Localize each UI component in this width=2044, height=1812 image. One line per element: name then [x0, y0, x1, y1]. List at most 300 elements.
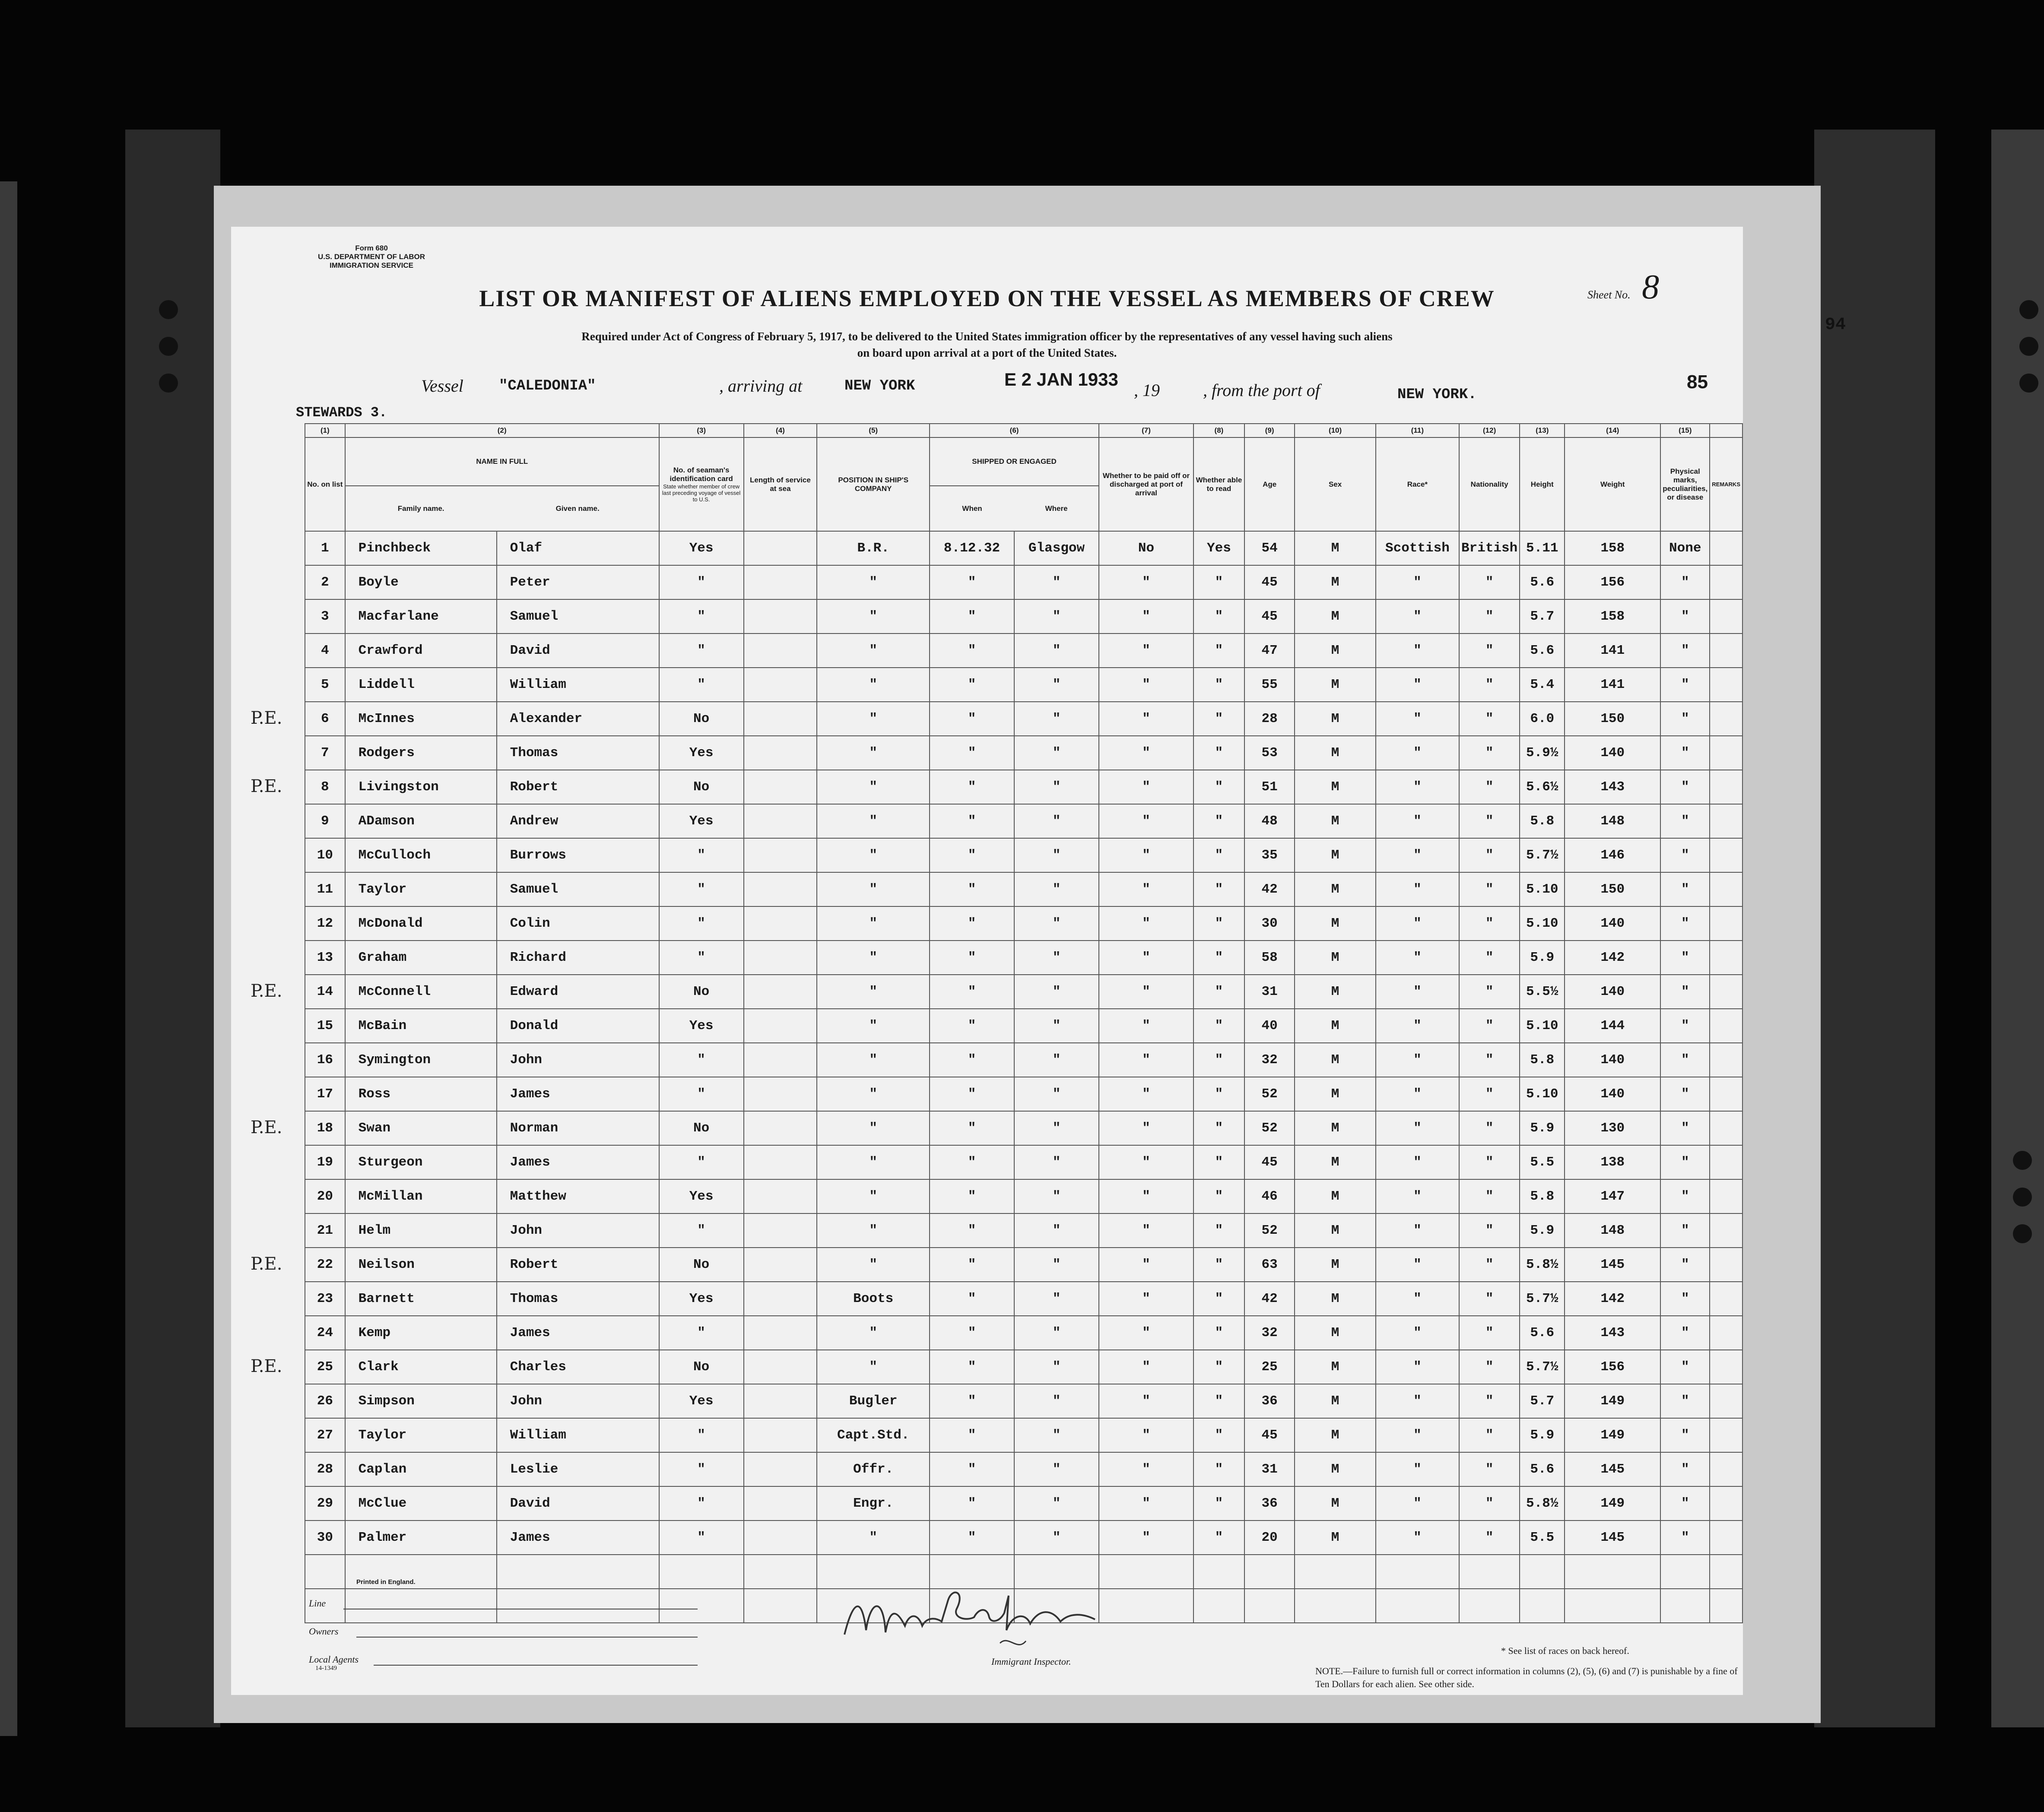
id-card-cell: "	[659, 1213, 744, 1248]
weight-cell: 145	[1565, 1521, 1660, 1555]
blank-cell	[1295, 1589, 1375, 1623]
paid-off-cell: "	[1099, 702, 1193, 736]
table-row	[305, 1043, 1742, 1077]
family-name-cell: McInnes	[345, 702, 497, 736]
blank-cell	[1244, 1589, 1295, 1623]
manifest-sheet	[231, 227, 1743, 1695]
race-cell: "	[1376, 838, 1459, 872]
family-name-cell: Helm	[345, 1213, 497, 1248]
weight-cell: 140	[1565, 736, 1660, 770]
age-cell: 45	[1244, 1145, 1295, 1179]
physical-cell: "	[1660, 975, 1710, 1009]
where-cell: "	[1014, 770, 1099, 804]
sex-cell: M	[1295, 1521, 1375, 1555]
nationality-cell: "	[1459, 941, 1520, 975]
race-cell: "	[1376, 1248, 1459, 1282]
punch-hole	[159, 337, 178, 356]
sex-cell: M	[1295, 702, 1375, 736]
family-name-cell: Livingston	[345, 770, 497, 804]
age-cell: 32	[1244, 1043, 1295, 1077]
sex-cell: M	[1295, 1350, 1375, 1384]
age-cell: 32	[1244, 1316, 1295, 1350]
table-row	[305, 1316, 1742, 1350]
remarks-cell	[1710, 1316, 1742, 1350]
col-num: (12)	[1459, 424, 1520, 437]
row-number: 29	[305, 1486, 345, 1521]
header-physical: Physical marks, peculiarities, or disease	[1660, 437, 1710, 531]
where-cell: "	[1014, 838, 1099, 872]
table-row	[305, 531, 1742, 565]
position-cell: "	[817, 1077, 930, 1111]
paid-off-cell: "	[1099, 1384, 1193, 1418]
age-cell: 54	[1244, 531, 1295, 565]
family-name-cell: Neilson	[345, 1248, 497, 1282]
paid-off-cell: "	[1099, 838, 1193, 872]
race-cell: "	[1376, 1452, 1459, 1486]
position-cell: "	[817, 565, 930, 599]
weight-cell: 158	[1565, 599, 1660, 634]
age-cell: 35	[1244, 838, 1295, 872]
when-cell: "	[930, 1043, 1014, 1077]
race-cell: "	[1376, 1179, 1459, 1213]
read-cell: "	[1193, 1521, 1244, 1555]
id-card-cell: "	[659, 872, 744, 906]
table-row	[305, 736, 1742, 770]
family-name-cell: ADamson	[345, 804, 497, 838]
length-service-cell	[744, 1282, 817, 1316]
length-service-cell	[744, 668, 817, 702]
physical-cell: "	[1660, 634, 1710, 668]
nationality-cell: "	[1459, 702, 1520, 736]
blank-cell	[1193, 1555, 1244, 1589]
read-cell: "	[1193, 1282, 1244, 1316]
position-cell: "	[817, 1145, 930, 1179]
paid-off-cell: "	[1099, 668, 1193, 702]
blank-cell	[1244, 1555, 1295, 1589]
physical-cell: "	[1660, 1452, 1710, 1486]
header-weight: Weight	[1565, 437, 1660, 531]
length-service-cell	[744, 1043, 817, 1077]
race-cell: "	[1376, 1009, 1459, 1043]
when-cell: "	[930, 565, 1014, 599]
where-cell: "	[1014, 565, 1099, 599]
arriving-port: NEW YORK	[844, 378, 915, 394]
where-cell: "	[1014, 1384, 1099, 1418]
age-cell: 40	[1244, 1009, 1295, 1043]
physical-cell: "	[1660, 599, 1710, 634]
read-cell: "	[1193, 668, 1244, 702]
where-cell: "	[1014, 668, 1099, 702]
read-cell: "	[1193, 736, 1244, 770]
physical-cell: "	[1660, 702, 1710, 736]
given-name-cell: Peter	[497, 565, 659, 599]
remarks-cell	[1710, 906, 1742, 941]
when-cell: 8.12.32	[930, 531, 1014, 565]
blank-cell	[1295, 1555, 1375, 1589]
sex-cell: M	[1295, 599, 1375, 634]
vessel-label: Vessel	[421, 376, 463, 396]
height-cell: 5.4	[1520, 668, 1565, 702]
row-number: 13	[305, 941, 345, 975]
col-num: (9)	[1244, 424, 1295, 437]
row-number: 15	[305, 1009, 345, 1043]
age-cell: 46	[1244, 1179, 1295, 1213]
height-cell: 5.10	[1520, 1009, 1565, 1043]
height-cell: 5.7	[1520, 599, 1565, 634]
height-cell: 5.5	[1520, 1521, 1565, 1555]
nationality-cell: "	[1459, 1213, 1520, 1248]
nationality-cell: "	[1459, 565, 1520, 599]
given-name-cell: James	[497, 1521, 659, 1555]
where-cell: "	[1014, 1145, 1099, 1179]
id-card-cell: Yes	[659, 804, 744, 838]
position-cell: "	[817, 1111, 930, 1145]
sex-cell: M	[1295, 1452, 1375, 1486]
header-where: Where	[1045, 504, 1068, 513]
given-name-cell: Donald	[497, 1009, 659, 1043]
col-num: (14)	[1565, 424, 1660, 437]
given-name-cell: Andrew	[497, 804, 659, 838]
blank-cell	[1710, 1555, 1742, 1589]
when-cell: "	[930, 1248, 1014, 1282]
id-card-cell: No	[659, 1248, 744, 1282]
crew-table-wrap	[305, 423, 1743, 1623]
sex-cell: M	[1295, 838, 1375, 872]
height-cell: 5.6	[1520, 565, 1565, 599]
nationality-cell: "	[1459, 1043, 1520, 1077]
family-name-cell: Sturgeon	[345, 1145, 497, 1179]
nationality-cell: "	[1459, 1384, 1520, 1418]
paid-off-cell: "	[1099, 804, 1193, 838]
weight-cell: 142	[1565, 941, 1660, 975]
given-name-cell: Edward	[497, 975, 659, 1009]
punch-hole	[2019, 337, 2038, 356]
table-row	[305, 668, 1742, 702]
given-name-cell: Alexander	[497, 702, 659, 736]
weight-cell: 149	[1565, 1384, 1660, 1418]
remarks-cell	[1710, 565, 1742, 599]
age-cell: 51	[1244, 770, 1295, 804]
row-number: 16	[305, 1043, 345, 1077]
header-id-card	[659, 437, 744, 531]
height-cell: 5.10	[1520, 906, 1565, 941]
form-header	[296, 244, 447, 270]
family-name-cell: McBain	[345, 1009, 497, 1043]
race-cell: "	[1376, 1418, 1459, 1452]
physical-cell: "	[1660, 1179, 1710, 1213]
sex-cell: M	[1295, 804, 1375, 838]
age-cell: 58	[1244, 941, 1295, 975]
paid-off-cell: "	[1099, 1145, 1193, 1179]
position-cell: "	[817, 1043, 930, 1077]
race-cell: "	[1376, 1111, 1459, 1145]
row-number: 24	[305, 1316, 345, 1350]
paid-off-cell: "	[1099, 1111, 1193, 1145]
age-cell: 47	[1244, 634, 1295, 668]
position-cell: "	[817, 1521, 930, 1555]
family-name-cell: Graham	[345, 941, 497, 975]
remarks-cell	[1710, 1077, 1742, 1111]
remarks-cell	[1710, 770, 1742, 804]
race-cell: "	[1376, 1350, 1459, 1384]
row-number: 17	[305, 1077, 345, 1111]
read-cell: "	[1193, 1077, 1244, 1111]
sex-cell: M	[1295, 770, 1375, 804]
read-cell: "	[1193, 1145, 1244, 1179]
id-card-cell: "	[659, 1043, 744, 1077]
where-cell: "	[1014, 1316, 1099, 1350]
row-number: 11	[305, 872, 345, 906]
sex-cell: M	[1295, 906, 1375, 941]
remarks-cell	[1710, 1384, 1742, 1418]
when-cell: "	[930, 975, 1014, 1009]
given-name-cell: Robert	[497, 1248, 659, 1282]
id-card-cell: "	[659, 1486, 744, 1521]
margin-annotation: P.E.	[251, 1254, 282, 1274]
when-cell: "	[930, 804, 1014, 838]
position-cell: Engr.	[817, 1486, 930, 1521]
nationality-cell: "	[1459, 1521, 1520, 1555]
weight-cell: 143	[1565, 1316, 1660, 1350]
nationality-cell: "	[1459, 1350, 1520, 1384]
weight-cell: 148	[1565, 1213, 1660, 1248]
table-row	[305, 1111, 1742, 1145]
given-name-cell: Burrows	[497, 838, 659, 872]
length-service-cell	[744, 1009, 817, 1043]
height-cell: 5.5	[1520, 1145, 1565, 1179]
header-nationality: Nationality	[1459, 437, 1520, 531]
row-number: 8	[305, 770, 345, 804]
physical-cell: "	[1660, 668, 1710, 702]
header-paid-off: Whether to be paid off or discharged at port of arrival	[1099, 437, 1193, 531]
header-position: POSITION IN SHIP'S COMPANY	[817, 437, 930, 531]
age-cell: 52	[1244, 1213, 1295, 1248]
blank-cell	[1376, 1555, 1459, 1589]
header-when: When	[962, 504, 982, 513]
table-row	[305, 975, 1742, 1009]
given-name-cell: Norman	[497, 1111, 659, 1145]
weight-cell: 145	[1565, 1248, 1660, 1282]
table-row	[305, 1213, 1742, 1248]
id-card-cell: No	[659, 770, 744, 804]
where-cell: "	[1014, 1350, 1099, 1384]
age-cell: 28	[1244, 702, 1295, 736]
height-cell: 5.7½	[1520, 838, 1565, 872]
sex-cell: M	[1295, 565, 1375, 599]
id-card-cell: Yes	[659, 1384, 744, 1418]
where-cell: "	[1014, 634, 1099, 668]
length-service-cell	[744, 1145, 817, 1179]
nationality-cell: "	[1459, 668, 1520, 702]
weight-cell: 138	[1565, 1145, 1660, 1179]
read-cell: "	[1193, 975, 1244, 1009]
race-cell: "	[1376, 906, 1459, 941]
header-shipped-label: SHIPPED OR ENGAGED	[930, 438, 1098, 486]
col-num: (11)	[1376, 424, 1459, 437]
where-cell: "	[1014, 1213, 1099, 1248]
height-cell: 5.6	[1520, 634, 1565, 668]
margin-annotation: P.E.	[251, 1356, 282, 1376]
position-cell: Bugler	[817, 1384, 930, 1418]
col-num: (8)	[1193, 424, 1244, 437]
sex-cell: M	[1295, 941, 1375, 975]
family-name-cell: Kemp	[345, 1316, 497, 1350]
header-name-in-full	[345, 437, 659, 531]
race-cell: "	[1376, 702, 1459, 736]
nationality-cell: "	[1459, 838, 1520, 872]
height-cell: 5.8½	[1520, 1248, 1565, 1282]
age-cell: 25	[1244, 1350, 1295, 1384]
table-row	[305, 872, 1742, 906]
table-row	[305, 1179, 1742, 1213]
where-cell: "	[1014, 702, 1099, 736]
nationality-cell: "	[1459, 1111, 1520, 1145]
remarks-cell	[1710, 838, 1742, 872]
race-cell: "	[1376, 872, 1459, 906]
physical-cell: "	[1660, 1145, 1710, 1179]
length-service-cell	[744, 1111, 817, 1145]
remarks-cell	[1710, 1248, 1742, 1282]
paid-off-cell: No	[1099, 531, 1193, 565]
nationality-cell: "	[1459, 1077, 1520, 1111]
row-number: 19	[305, 1145, 345, 1179]
row-number: 2	[305, 565, 345, 599]
given-name-cell: Samuel	[497, 872, 659, 906]
blank-cell	[659, 1555, 744, 1589]
height-cell: 5.6½	[1520, 770, 1565, 804]
height-cell: 5.9	[1520, 1213, 1565, 1248]
weight-cell: 143	[1565, 770, 1660, 804]
when-cell: "	[930, 1145, 1014, 1179]
length-service-cell	[744, 1521, 817, 1555]
given-name-cell: John	[497, 1043, 659, 1077]
paid-off-cell: "	[1099, 1418, 1193, 1452]
row-number: 28	[305, 1452, 345, 1486]
length-service-cell	[744, 804, 817, 838]
weight-cell: 142	[1565, 1282, 1660, 1316]
id-card-cell: "	[659, 1452, 744, 1486]
film-edge-right	[1991, 130, 2044, 1727]
physical-cell: None	[1660, 531, 1710, 565]
family-name-cell: Macfarlane	[345, 599, 497, 634]
race-cell: "	[1376, 770, 1459, 804]
row-number: 1	[305, 531, 345, 565]
blank-cell	[1710, 1589, 1742, 1623]
stamp-number: 85	[1687, 371, 1708, 393]
vessel-name: "CALEDONIA"	[499, 378, 596, 394]
length-service-cell	[744, 565, 817, 599]
weight-cell: 148	[1565, 804, 1660, 838]
signature-svg	[836, 1583, 1104, 1656]
height-cell: 5.5½	[1520, 975, 1565, 1009]
id-card-cell: No	[659, 1350, 744, 1384]
nationality-cell: "	[1459, 1282, 1520, 1316]
position-cell: "	[817, 1179, 930, 1213]
paid-off-cell: "	[1099, 770, 1193, 804]
where-cell: "	[1014, 1282, 1099, 1316]
family-name-cell: McConnell	[345, 975, 497, 1009]
race-cell: "	[1376, 1282, 1459, 1316]
position-cell: Boots	[817, 1282, 930, 1316]
table-row	[305, 565, 1742, 599]
sheet-value: 8	[1642, 268, 1660, 306]
id-card-cell: Yes	[659, 1179, 744, 1213]
given-name-cell: Samuel	[497, 599, 659, 634]
table-row	[305, 1384, 1742, 1418]
where-cell: "	[1014, 1043, 1099, 1077]
where-cell: "	[1014, 1521, 1099, 1555]
table-row	[305, 1486, 1742, 1521]
read-cell: "	[1193, 1043, 1244, 1077]
height-cell: 5.7½	[1520, 1350, 1565, 1384]
sheet-label: Sheet No.	[1587, 288, 1631, 301]
sex-cell: M	[1295, 1282, 1375, 1316]
age-cell: 48	[1244, 804, 1295, 838]
subtitle-line-2: on board upon arrival at a port of the United States.	[857, 346, 1117, 359]
table-row	[305, 1521, 1742, 1555]
header-shipped-subcols	[930, 486, 1098, 531]
header-given-name: Given name.	[555, 504, 600, 513]
weight-cell: 156	[1565, 1350, 1660, 1384]
nationality-cell: "	[1459, 634, 1520, 668]
when-cell: "	[930, 1077, 1014, 1111]
punch-hole	[2019, 374, 2038, 393]
height-cell: 5.8	[1520, 1179, 1565, 1213]
family-name-cell: Pinchbeck	[345, 531, 497, 565]
nationality-cell: "	[1459, 975, 1520, 1009]
height-cell: 5.6	[1520, 1452, 1565, 1486]
penalty-note: NOTE.—Failure to furnish full or correct information in columns (2), (5), (6) and (7) is punishable by a fine of Ten Dollars for each alien. See other side.	[1315, 1666, 1738, 1689]
header-length-service: Length of service at sea	[744, 437, 817, 531]
line-label: Line	[309, 1598, 326, 1609]
when-cell: "	[930, 770, 1014, 804]
when-cell: "	[930, 668, 1014, 702]
length-service-cell	[744, 702, 817, 736]
crew-table-body	[305, 531, 1742, 1623]
nationality-cell: "	[1459, 1179, 1520, 1213]
paid-off-cell: "	[1099, 1213, 1193, 1248]
family-name-cell: Symington	[345, 1043, 497, 1077]
read-cell: "	[1193, 1316, 1244, 1350]
given-name-cell: John	[497, 1384, 659, 1418]
weight-cell: 145	[1565, 1452, 1660, 1486]
blank-cell	[1565, 1589, 1660, 1623]
weight-cell: 156	[1565, 565, 1660, 599]
punch-hole	[159, 374, 178, 393]
age-cell: 55	[1244, 668, 1295, 702]
id-card-cell: No	[659, 702, 744, 736]
sex-cell: M	[1295, 634, 1375, 668]
position-cell: Capt.Std.	[817, 1418, 930, 1452]
header-race: Race*	[1376, 437, 1459, 531]
paid-off-cell: "	[1099, 906, 1193, 941]
id-card-cell: No	[659, 975, 744, 1009]
id-card-cell: Yes	[659, 1009, 744, 1043]
given-name-cell: John	[497, 1213, 659, 1248]
when-cell: "	[930, 599, 1014, 634]
col-num: (4)	[744, 424, 817, 437]
family-name-cell: Ross	[345, 1077, 497, 1111]
where-cell: "	[1014, 1248, 1099, 1282]
given-name-cell: James	[497, 1077, 659, 1111]
paid-off-cell: "	[1099, 1316, 1193, 1350]
length-service-cell	[744, 736, 817, 770]
blank-cell	[497, 1555, 659, 1589]
paid-off-cell: "	[1099, 975, 1193, 1009]
length-service-cell	[744, 1384, 817, 1418]
paid-off-cell: "	[1099, 1179, 1193, 1213]
nationality-cell: British	[1459, 531, 1520, 565]
